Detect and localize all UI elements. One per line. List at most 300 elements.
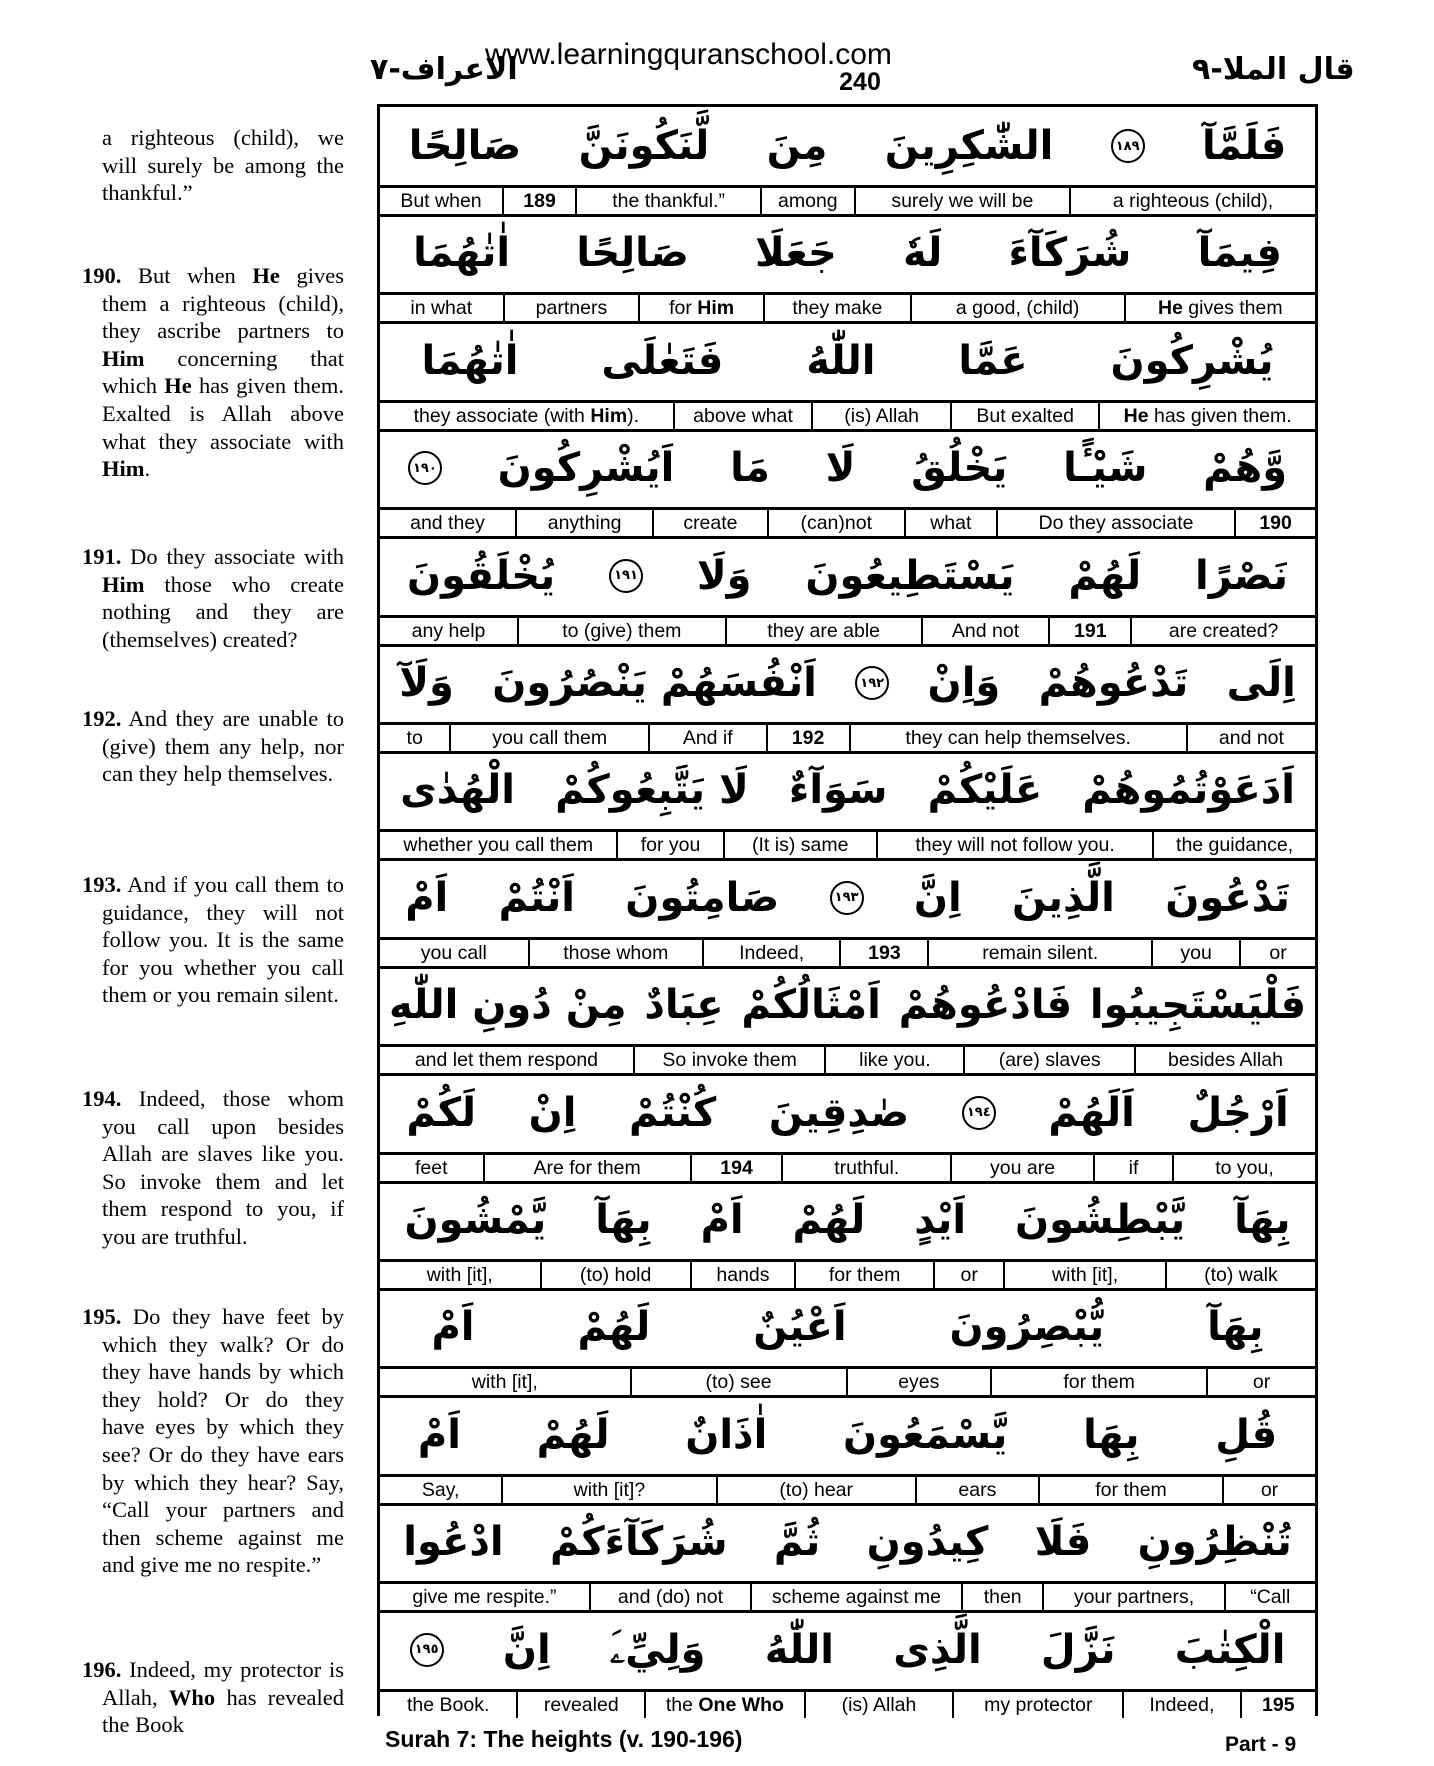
arabic-line [380, 644, 1315, 722]
arabic-word: سَوَآءٌ [788, 767, 888, 814]
translation-strip [380, 937, 1315, 969]
commentary-verse [82, 1085, 344, 1251]
arabic-word: الْكِتٰبَ [1174, 1626, 1286, 1673]
cell-text: with [it], [471, 1371, 538, 1394]
table-row [380, 1396, 1315, 1503]
cell-text: for them [1063, 1371, 1135, 1394]
cell-text: in what [410, 297, 473, 320]
cell-text: or [960, 1264, 978, 1286]
arabic-word: لَا [825, 445, 856, 492]
translation-strip [380, 1581, 1315, 1613]
cell-text: (is) Allah [844, 404, 920, 427]
translation-cell [616, 832, 722, 858]
cell-text: a righteous (child), [1112, 190, 1274, 212]
arabic-word: لَهُمْ [577, 1304, 651, 1351]
verse-number-cell [1048, 618, 1130, 644]
cell-text: But exalted [976, 404, 1074, 427]
translation-cell [952, 1692, 1122, 1718]
cell-text: for [669, 297, 698, 320]
arabic-word: اٰتٰهُمَا [413, 230, 511, 277]
translation-cell [750, 1584, 961, 1610]
table-row [380, 537, 1315, 644]
translation-cell [380, 1369, 630, 1395]
translation-cell [380, 618, 517, 644]
verse-number: 191. [82, 544, 122, 569]
arabic-line [380, 1181, 1315, 1259]
cell-text: you call them [492, 727, 608, 749]
translation-cell [515, 510, 652, 536]
verse-text: Indeed, my protector is Allah, [102, 1657, 344, 1710]
verse-text: concerning that which [102, 345, 344, 399]
table-row [380, 1503, 1315, 1610]
cell-text: hands [716, 1264, 770, 1286]
translation-cell [781, 1155, 950, 1181]
arabic-word: تَدْعُوهُمْ [1038, 660, 1189, 706]
commentary-verse [82, 705, 344, 788]
cell-text: or [1269, 941, 1287, 964]
arabic-word: اِنْ [528, 1089, 577, 1136]
cell-text: ). [627, 404, 640, 427]
ayah-number-icon: ١٩٥ [410, 1633, 444, 1667]
verse-text: has revealed the Book [102, 1684, 344, 1738]
translation-cell [516, 1692, 644, 1718]
verse-text: Indeed, those whom you call upon besides Allah are slaves like you. So invoke them and let them respond to you, if you are truthful. [102, 1086, 344, 1249]
arabic-word: نَزَّلَ [1040, 1626, 1116, 1673]
translation-cell [963, 1047, 1134, 1073]
commentary-verse [82, 1303, 344, 1579]
arabic-word: عَلَيْكُمْ [927, 767, 1043, 814]
cell-text: (to) hear [779, 1478, 854, 1501]
translation-cell [517, 618, 725, 644]
surah-label-arabic: الاعراف-٧ [370, 52, 518, 87]
verse-number: 193. [82, 872, 122, 897]
table-row [380, 1611, 1315, 1718]
translation-cell [673, 403, 812, 429]
arabic-word: اللّٰهُ [764, 1626, 835, 1673]
translation-cell [380, 1692, 516, 1718]
emphasized-text: Him [102, 571, 145, 597]
cell-text: among [778, 190, 838, 212]
translation-cell [716, 1477, 915, 1503]
cell-text: you [1180, 941, 1212, 964]
cell-text: anything [547, 512, 622, 535]
cell-text: with [it]? [573, 1478, 646, 1501]
cell-text: are created? [1168, 619, 1279, 642]
cell-text: scheme against me [771, 1586, 942, 1609]
arabic-word: يَّمْشُونَ [404, 1197, 547, 1243]
translation-cell [380, 510, 515, 536]
cell-text: truthful. [834, 1156, 900, 1179]
translation-cell [1186, 725, 1315, 751]
arabic-word: اٰذَانٌ [685, 1411, 768, 1458]
table-row [380, 859, 1315, 966]
arabic-word: بِهَآ [1207, 1304, 1264, 1351]
arabic-line [380, 1611, 1315, 1689]
arabic-word: بِهَآ [1234, 1197, 1291, 1243]
arabic-word: اَمْ [417, 1411, 461, 1458]
translation-cell [1151, 940, 1239, 966]
table-row [380, 1288, 1315, 1395]
cell-text: (It is) same [751, 834, 849, 857]
cell-text: to [406, 727, 423, 749]
arabic-word: لَهٗ [902, 230, 943, 277]
cell-text: So invoke them [662, 1049, 797, 1072]
emphasized-text: Him [590, 404, 628, 427]
translation-cell [380, 403, 673, 429]
arabic-word: فِيمَآ [1197, 230, 1282, 277]
cell-text: gives them [1182, 297, 1283, 320]
table-row [380, 322, 1315, 429]
arabic-word: لَا يَتَّبِعُوكُمْ [555, 767, 749, 814]
cell-text: “Call [1250, 1586, 1291, 1609]
arabic-word: شُرَكَآءَ [1008, 230, 1132, 277]
translation-cell [528, 940, 702, 966]
translation-cell [380, 940, 528, 966]
arabic-line [380, 429, 1315, 507]
cell-text: the [665, 1693, 699, 1716]
cell-text: Do they associate [1038, 512, 1194, 535]
cell-text: you call [420, 941, 487, 964]
translation-cell [380, 1477, 501, 1503]
ayah-number-icon: ١٩٠ [408, 451, 442, 485]
cell-text: (to) hold [579, 1264, 652, 1286]
translation-cell [723, 832, 876, 858]
cell-text: (is) Allah [841, 1693, 917, 1716]
cell-text: 191 [1074, 619, 1107, 642]
cell-text: And not [951, 619, 1020, 642]
arabic-word: كِيدُونِ [866, 1519, 989, 1566]
emphasized-text: He [252, 263, 280, 288]
website-url[interactable]: www.learningquranschool.com [485, 38, 892, 71]
ayah-number-icon: ١٩١ [609, 559, 643, 593]
arabic-word: اَلَهُمْ [1048, 1089, 1135, 1136]
translation-strip [380, 185, 1315, 217]
surah-title: Surah 7: The heights (v. 190-196) [385, 1726, 743, 1752]
table-row [380, 214, 1315, 321]
cell-text: (to) walk [1204, 1264, 1278, 1286]
arabic-line [380, 107, 1315, 185]
translation-cell [630, 1369, 846, 1395]
arabic-word: يَّسْمَعُونَ [843, 1411, 1008, 1458]
translation-cell [1152, 832, 1315, 858]
arabic-word: اَيْدٍ [914, 1197, 967, 1243]
verse-number-cell [502, 188, 575, 214]
arabic-word: ادْعُوا [403, 1519, 504, 1566]
translation-cell [1124, 295, 1315, 321]
translation-cell [990, 1369, 1206, 1395]
arabic-word: كُنْتُمْ [629, 1089, 717, 1136]
translation-cell [540, 1262, 690, 1288]
verse-text: And if you call them to guidance, they will not follow you. It is the same for you whether you call them or you remain silent. [102, 872, 344, 1008]
cell-text: they associate (with [413, 404, 591, 427]
emphasized-text: He [1123, 404, 1149, 427]
cell-text: to (give) them [562, 619, 682, 642]
translation-cell [449, 725, 648, 751]
arabic-word: مِنْ دُونِ اللّٰهِ [389, 982, 627, 1029]
translation-cell [652, 510, 767, 536]
arabic-word: يُخْلَقُونَ [406, 552, 556, 599]
translation-cell [811, 403, 950, 429]
verse-number-cell [1240, 1692, 1315, 1718]
verse-text: has given them. Exalted is Allah above what they associate with [102, 373, 344, 454]
cell-text: give me respite.” [412, 1586, 557, 1609]
arabic-line [380, 859, 1315, 937]
arabic-line [380, 966, 1315, 1044]
cell-text: for them [828, 1264, 901, 1286]
arabic-word: صَالِحًا [576, 230, 689, 277]
translation-strip [380, 1474, 1315, 1506]
translation-cell [380, 1584, 589, 1610]
cell-text: 194 [720, 1156, 753, 1179]
ayah-number-icon: ١٩٤ [962, 1096, 996, 1130]
commentary-verse [82, 124, 344, 207]
arabic-word: الْهُدٰى [400, 767, 515, 814]
translation-cell [921, 618, 1049, 644]
cell-text: (to) see [705, 1371, 772, 1394]
translation-cell [950, 1155, 1093, 1181]
table-row [380, 751, 1315, 858]
translation-cell [854, 188, 1069, 214]
arabic-word: اَمْ [405, 874, 449, 921]
arabic-line [380, 214, 1315, 292]
translation-strip [380, 1152, 1315, 1184]
verse-number: 195. [82, 1304, 122, 1329]
cell-text: and they [410, 512, 485, 535]
commentary-verse [82, 262, 344, 483]
verse-number: 192. [82, 706, 122, 731]
cell-text: remain silent. [982, 941, 1099, 964]
cell-text: for you [640, 834, 701, 857]
translation-cell [1003, 1262, 1165, 1288]
arabic-word: يَّبْطِشُونَ [1014, 1197, 1186, 1243]
translation-cell [1042, 1584, 1223, 1610]
cell-text: what [930, 512, 972, 535]
emphasized-text: He [1157, 297, 1183, 320]
translation-cell [380, 295, 503, 321]
arabic-line [380, 751, 1315, 829]
arabic-word: صَالِحًا [408, 123, 522, 169]
commentary-verse [82, 1656, 344, 1739]
arabic-line [380, 1396, 1315, 1474]
verse-number-cell [839, 940, 927, 966]
translation-cell [380, 725, 449, 751]
arabic-word: فَلَا [1034, 1519, 1092, 1566]
arabic-word: اِنَّ [502, 1626, 551, 1673]
cell-text: Indeed, [1149, 1693, 1215, 1716]
table-row [380, 429, 1315, 536]
cell-text: the Book. [406, 1693, 490, 1716]
cell-text: and (do) not [617, 1586, 724, 1609]
translation-cell [503, 295, 639, 321]
verse-number-cell [690, 1155, 782, 1181]
arabic-word: تُنْظِرُونِ [1137, 1519, 1292, 1566]
cell-text: has given them. [1148, 404, 1292, 427]
translation-cell [380, 1047, 633, 1073]
arabic-word: الَّذِينَ [1012, 874, 1115, 921]
cell-text: with [it], [426, 1264, 493, 1286]
arabic-word: مِنَ [766, 123, 828, 169]
table-row [380, 966, 1315, 1073]
cell-text: those whom [563, 941, 669, 964]
translation-cell [1098, 403, 1315, 429]
table-row [380, 107, 1315, 214]
translation-cell [904, 510, 996, 536]
arabic-word: وَلَآ [399, 660, 454, 706]
cell-text: (can)not [800, 512, 873, 535]
arabic-word: يَخْلُقُ [911, 445, 1008, 492]
ayah-number-icon: ١٨٩ [1111, 129, 1145, 163]
part-label-arabic: قال الملا-٩ [1192, 52, 1355, 87]
verse-text: . [144, 456, 151, 482]
word-by-word-table [377, 104, 1318, 1716]
arabic-word: وَّهُمْ [1203, 445, 1288, 492]
cell-text: if [1128, 1156, 1139, 1179]
arabic-word: وَاِنْ [927, 660, 1001, 706]
arabic-word: وَلَا [696, 552, 752, 599]
table-row [380, 644, 1315, 751]
ayah-number-icon: ١٩٣ [830, 881, 864, 915]
translation-cell [483, 1155, 690, 1181]
arabic-line [380, 1288, 1315, 1366]
translation-strip [380, 722, 1315, 754]
arabic-word: الشّٰكِرِينَ [884, 123, 1054, 169]
verse-text: gives them a righteous (child), they ascribe partners to [102, 263, 344, 344]
arabic-word: فَلَمَّآ [1201, 123, 1287, 169]
arabic-word: صٰدِقِينَ [768, 1089, 910, 1136]
arabic-word: ثُمَّ [773, 1519, 821, 1566]
translation-cell [933, 1262, 1003, 1288]
cell-text: they will not follow you. [915, 834, 1115, 857]
translation-strip [380, 507, 1315, 539]
translation-cell [1172, 1155, 1315, 1181]
translation-cell [1069, 188, 1315, 214]
cell-text: you are [990, 1156, 1056, 1179]
arabic-word: الَّذِى [893, 1626, 982, 1673]
translation-strip [380, 829, 1315, 861]
translation-cell [910, 295, 1124, 321]
arabic-word: اٰتٰهُمَا [421, 337, 519, 384]
arabic-word: جَعَلَا [755, 230, 837, 277]
emphasized-text: Who [168, 1684, 216, 1710]
translation-cell [702, 940, 839, 966]
cell-text: above what [693, 404, 793, 427]
arabic-word: شُرَكَآءَكُمْ [549, 1519, 728, 1566]
cell-text: partners [535, 297, 608, 320]
translation-strip [380, 1366, 1315, 1398]
arabic-word: فَلْيَسْتَجِيبُوا [1089, 982, 1307, 1029]
arabic-word: نَصْرًا [1195, 552, 1289, 599]
table-row [380, 1074, 1315, 1181]
cell-text: and not [1218, 727, 1284, 749]
cell-text: whether you call them [403, 834, 594, 857]
translation-cell [996, 510, 1234, 536]
arabic-word: فَادْعُوهُمْ [898, 982, 1073, 1029]
arabic-word: اللّٰهُ [806, 337, 876, 384]
cell-text: to you, [1215, 1156, 1274, 1179]
emphasized-text: He [164, 373, 192, 399]
translation-cell [794, 1262, 933, 1288]
translation-cell [690, 1262, 795, 1288]
page-number: 240 [839, 68, 881, 96]
cell-text: besides Allah [1168, 1049, 1283, 1072]
translation-cell [876, 832, 1152, 858]
translation-cell [1130, 618, 1315, 644]
arabic-word: لَهُمْ [792, 1197, 866, 1243]
arabic-word: يَسْتَطِيعُونَ [805, 552, 1015, 599]
table-row [380, 1181, 1315, 1288]
translation-cell [380, 1262, 540, 1288]
translation-cell [380, 1155, 483, 1181]
arabic-word: مَا [730, 445, 770, 492]
cell-text: they make [792, 297, 883, 320]
cell-text: the thankful.” [612, 190, 725, 212]
arabic-word: اَمْ [431, 1304, 475, 1351]
translation-cell [927, 940, 1151, 966]
translation-strip [380, 1044, 1315, 1076]
cell-text: a good, (child) [955, 297, 1080, 320]
verse-text: those who create nothing and they are (themselves) created? [102, 571, 344, 652]
translation-cell [1224, 1584, 1316, 1610]
verse-number: 190. [82, 263, 122, 288]
translation-cell [824, 1047, 963, 1073]
arabic-word: بِهَا [1083, 1411, 1140, 1458]
arabic-line [380, 322, 1315, 400]
translation-cell [1222, 1477, 1315, 1503]
translation-cell [767, 510, 904, 536]
translation-cell [1122, 1692, 1239, 1718]
translation-cell [380, 188, 502, 214]
translation-cell [950, 403, 1098, 429]
arabic-word: شَيْـًٔا [1063, 445, 1148, 492]
arabic-word: عِبَادٌ [644, 982, 724, 1029]
cell-text: And if [682, 727, 733, 749]
arabic-word: قُلِ [1215, 1411, 1278, 1458]
verse-text: Do they have feet by which they walk? Or do they have hands by which they hold? Or do they have eyes by which they see? Or do they have ears by which they hear? Say, “Call your partners and then scheme against me and give me no respite.” [102, 1304, 344, 1578]
translation-cell [763, 295, 910, 321]
arabic-word: وَلِيِّۦَ [609, 1626, 706, 1673]
cell-text: 190 [1259, 512, 1292, 535]
part-label: Part - 9 [1225, 1733, 1297, 1756]
cell-text: feet [415, 1156, 448, 1179]
cell-text: Are for them [533, 1156, 641, 1179]
cell-text: ears [958, 1478, 997, 1501]
arabic-word: لَكُمْ [406, 1089, 477, 1136]
translation-cell [644, 1692, 803, 1718]
translation-strip [380, 1259, 1315, 1291]
arabic-word: اِلَى [1226, 660, 1296, 706]
arabic-word: اَيُشْرِكُونَ [497, 445, 675, 492]
verse-text: But when [137, 263, 253, 288]
translation-cell [846, 1369, 991, 1395]
arabic-word: اَعْيُنٌ [753, 1304, 847, 1351]
translation-strip [380, 1689, 1315, 1718]
arabic-word: بِهَآ [595, 1197, 652, 1243]
cell-text: they can help themselves. [905, 727, 1131, 749]
arabic-line [380, 1074, 1315, 1152]
cell-text: they are able [767, 619, 881, 642]
cell-text: for them [1095, 1478, 1167, 1501]
arabic-word: لَهُمْ [536, 1411, 610, 1458]
arabic-word: لَهُمْ [1068, 552, 1142, 599]
commentary-verse [82, 871, 344, 1009]
translation-cell [589, 1584, 750, 1610]
cell-text: Say, [421, 1478, 460, 1501]
translation-strip [380, 400, 1315, 432]
arabic-word: عَمَّا [958, 337, 1028, 384]
cell-text: or [1260, 1478, 1279, 1501]
ayah-number-icon: ١٩٢ [855, 666, 889, 700]
cell-text: your partners, [1073, 1586, 1195, 1609]
